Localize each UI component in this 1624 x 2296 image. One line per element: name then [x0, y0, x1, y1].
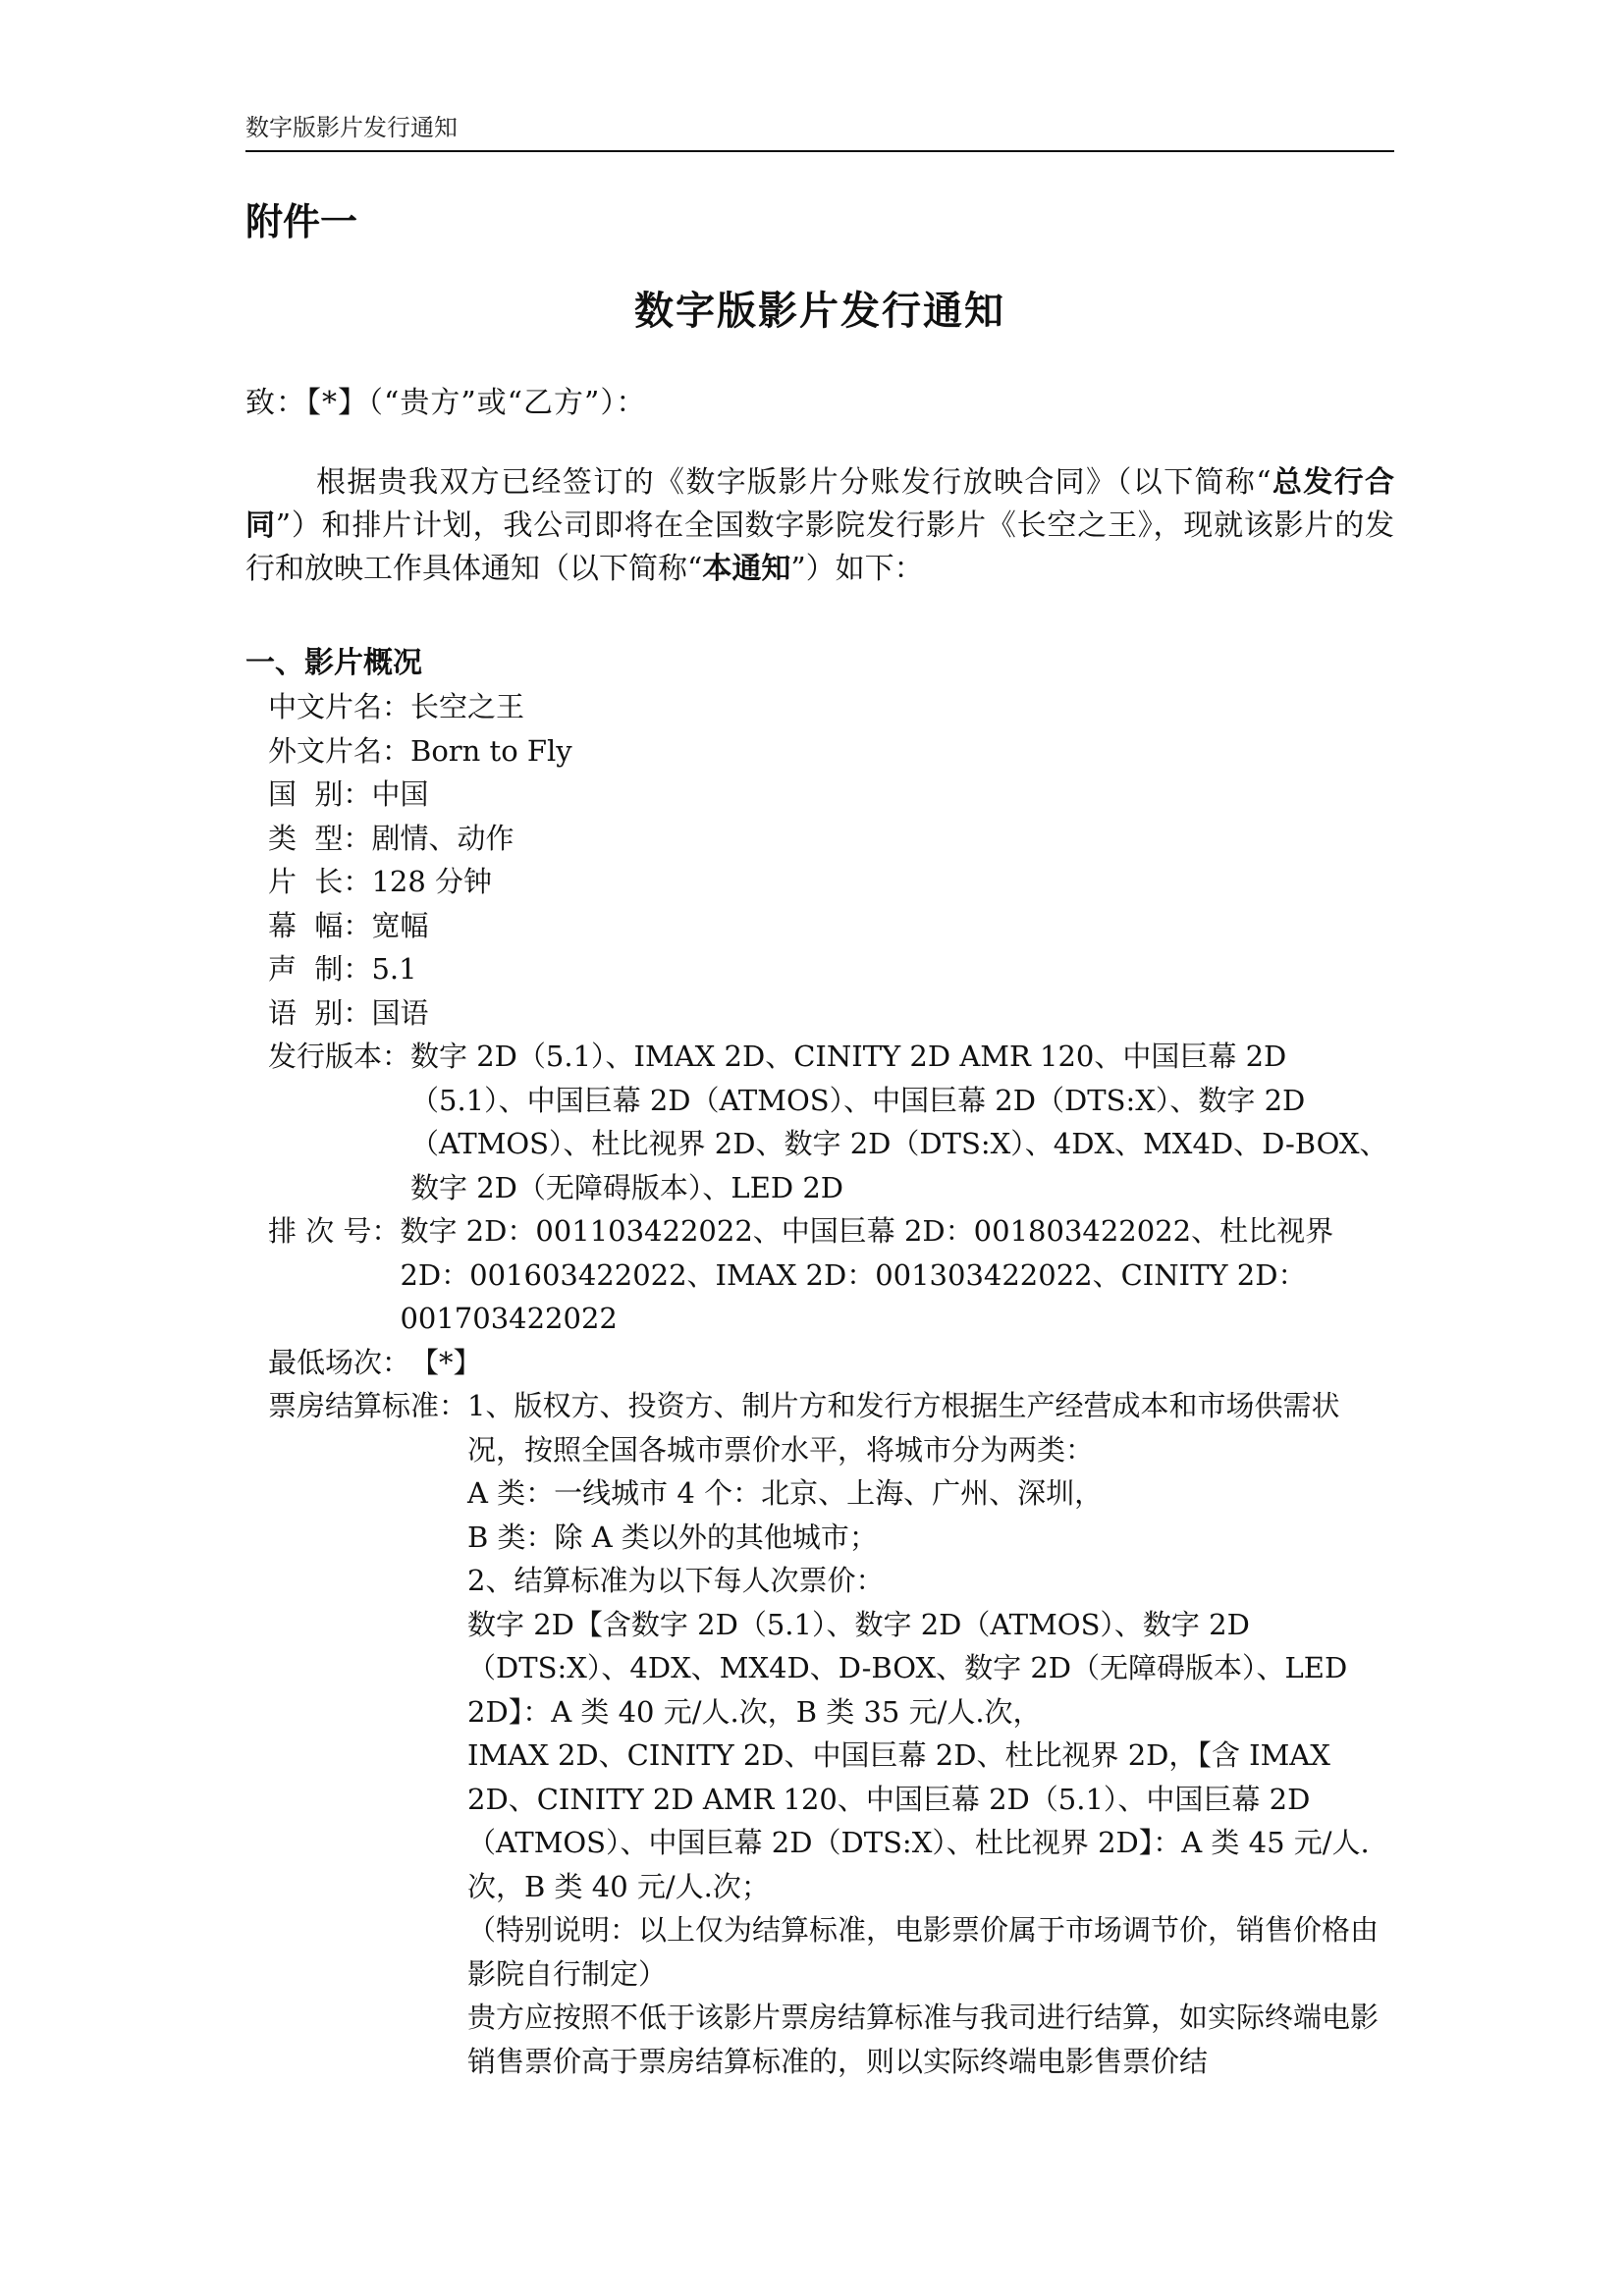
info-row-chinese-title	[268, 685, 1394, 729]
film-info-list	[268, 685, 1394, 2083]
field-label: 外文片名：	[268, 733, 411, 768]
settlement-line: B 类：除 A 类以外的其他城市；	[467, 1520, 878, 1554]
intro-text-3: ”）如下：	[790, 552, 924, 586]
field-label: 中文片名：	[268, 690, 411, 723]
info-row-min-screenings	[268, 1341, 1394, 1385]
settlement-line: IMAX 2D、CINITY 2D、中国巨幕 2D、杜比视界 2D，【含 IMAX 2D、CINITY 2D AMR 120、中国巨幕 2D（5.1）、中国巨幕 2D（ATMOS）、中国巨幕 2D（DTS:X）、杜比视界 2D】：A 类 45 元/人.次，B 类 40 元/人.次；	[467, 1738, 1370, 1903]
field-label: 语 别：	[268, 995, 372, 1030]
info-row-schedule-number	[268, 1209, 1394, 1341]
intro-bold-term-1: 总发行合同	[245, 465, 1394, 543]
field-value: 剧情、动作	[371, 821, 514, 855]
info-row-runtime	[268, 860, 1394, 904]
settlement-line: （特别说明：以上仅为结算标准，电影票价属于市场调节价，销售价格由影院自行制定）	[467, 1913, 1380, 1991]
settlement-line: A 类：一线城市 4 个：北京、上海、广州、深圳，	[467, 1476, 1104, 1510]
field-value: 5.1	[371, 952, 417, 986]
field-value: 长空之王	[410, 690, 525, 723]
intro-bold-term-2: 本通知	[702, 552, 791, 586]
field-label: 排 次 号：	[268, 1214, 401, 1248]
field-label: 类 型：	[268, 821, 372, 855]
intro-text-2: ”）和排片计划，我公司即将在全国数字影院发行影片《长空之王》，现就该影片的发行和放映工作具体通知（以下简称“	[245, 508, 1394, 586]
field-label: 国 别：	[268, 777, 372, 811]
settlement-details	[467, 1384, 1394, 2083]
settlement-line: 数字 2D【含数字 2D（5.1）、数字 2D（ATMOS）、数字 2D（DTS:X）、4DX、MX4D、D-BOX、数字 2D（无障碍版本）、LED 2D】：A 类 40 元/人.次，B 类 35 元/人.次，	[467, 1607, 1348, 1729]
document-title: 数字版影片发行通知	[634, 288, 1005, 334]
field-value: 数字 2D：001103422022、中国巨幕 2D：001803422022、杜比视界 2D：001603422022、IMAX 2D：001303422022、CINITY 2D：001703422022	[400, 1214, 1334, 1335]
field-label: 声 制：	[268, 952, 372, 986]
info-row-foreign-title	[268, 729, 1394, 774]
attachment-label: 附件一	[245, 199, 358, 243]
field-value: Born to Fly	[410, 733, 572, 768]
info-row-sound	[268, 947, 1394, 991]
field-label: 票房结算标准：	[268, 1389, 468, 1422]
field-label: 发行版本：	[268, 1040, 411, 1073]
info-row-aspect	[268, 904, 1394, 948]
field-value: 数字 2D（5.1）、IMAX 2D、CINITY 2D AMR 120、中国巨幕 2D（5.1）、中国巨幕 2D（ATMOS）、中国巨幕 2D（DTS:X）、数字 2D（ATMOS）、杜比视界 2D、数字 2D（DTS:X）、4DX、MX4D、D-BOX、数字 2D（无障碍版本）、LED 2D	[410, 1040, 1388, 1204]
section-title-film-overview: 一、影片概况	[245, 646, 422, 680]
field-value: 128 分钟	[371, 865, 493, 898]
intro-paragraph	[245, 461, 1394, 591]
field-label: 最低场次：	[268, 1345, 411, 1379]
field-value: 国语	[371, 995, 429, 1030]
header-divider	[245, 150, 1394, 152]
info-row-country	[268, 773, 1394, 817]
field-value: 宽幅	[371, 908, 429, 942]
page-header: 数字版影片发行通知	[245, 114, 458, 141]
settlement-line: 2、结算标准为以下每人次票价：	[467, 1564, 885, 1597]
info-row-language	[268, 991, 1394, 1036]
field-label: 幕 幅：	[268, 908, 372, 942]
settlement-line: 1、版权方、投资方、制片方和发行方根据生产经营成本和市场供需状况，按照全国各城市票价水平，将城市分为两类：	[467, 1389, 1340, 1467]
field-label: 片 长：	[268, 865, 372, 898]
intro-text-1: 根据贵我双方已经签订的《数字版影片分账发行放映合同》（以下简称“	[316, 465, 1272, 500]
info-row-genre	[268, 817, 1394, 861]
field-value: 【*】	[410, 1345, 482, 1379]
info-row-release-versions	[268, 1035, 1394, 1209]
salutation: 致：【*】（“贵方”或“乙方”）：	[245, 386, 647, 420]
info-row-settlement-standard	[268, 1384, 1394, 2083]
settlement-line: 贵方应按照不低于该影片票房结算标准与我司进行结算，如实际终端电影销售票价高于票房结算标准的，则以实际终端电影售票价结	[467, 2001, 1380, 2078]
field-value: 中国	[371, 777, 429, 811]
